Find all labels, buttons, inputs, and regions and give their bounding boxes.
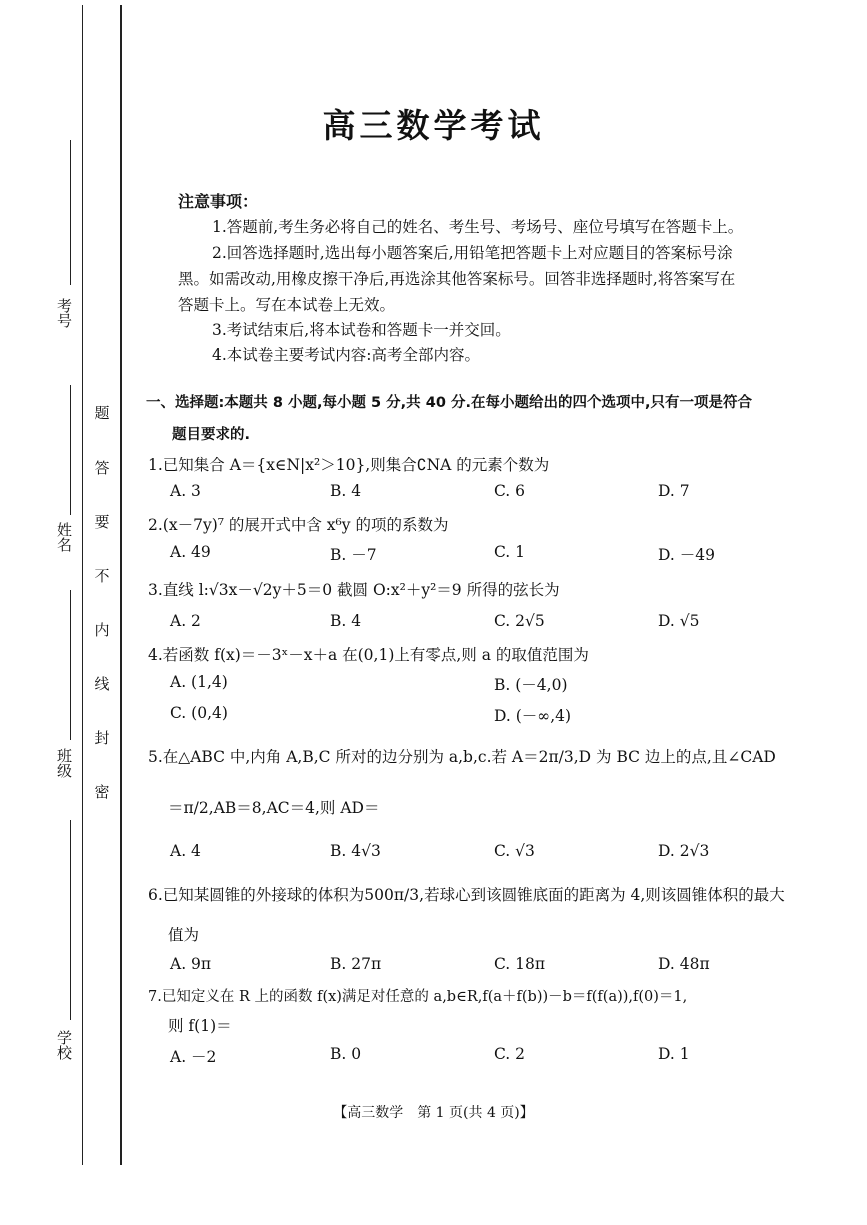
option-c: C. √3 (494, 842, 535, 860)
question-stem: 6.已知某圆锥的外接球的体积为500π/3,若球心到该圆锥底面的距离为 4,则该圆锥体积的最大 (148, 886, 785, 904)
seal-char: 不 (94, 567, 110, 585)
option-d: D. 48π (658, 955, 710, 973)
option-c: C. 2 (494, 1045, 526, 1063)
option-a: A. (1,4) (170, 673, 228, 691)
banji-label: 班级 (55, 748, 73, 778)
kaohao-underline (70, 140, 71, 285)
question-stem-cont: ＝π/2,AB＝8,AC＝4,则 AD＝ (168, 799, 380, 817)
page-footer: 【高三数学 第 1 页(共 4 页)】 (333, 1105, 534, 1121)
binding-line-outer (82, 5, 83, 1165)
option-c: C. 1 (494, 543, 526, 561)
note-line: 黑。如需改动,用橡皮擦干净后,再选涂其他答案标号。回答非选择题时,将答案写在 (178, 270, 736, 288)
xingming-label: 姓名 (55, 522, 73, 552)
question-stem: 5.在△ABC 中,内角 A,B,C 所对的边分别为 a,b,c.若 A＝2π/3,D 为 BC 边上的点,且∠CAD (148, 748, 776, 766)
option-a: A. 49 (170, 543, 211, 561)
note-line: 2.回答选择题时,选出每小题答案后,用铅笔把答题卡上对应题目的答案标号涂 (212, 244, 733, 262)
option-d: D. √5 (658, 612, 700, 630)
option-c: C. (0,4) (170, 704, 228, 722)
option-b: B. (－4,0) (494, 676, 568, 694)
option-b: B. 4 (330, 612, 362, 630)
option-c: C. 6 (494, 482, 526, 500)
option-b: B. 27π (330, 955, 382, 973)
seal-char: 题 (94, 404, 110, 422)
option-b: B. 4 (330, 482, 362, 500)
option-a: A. 9π (170, 955, 212, 973)
question-stem: 1.已知集合 A＝{x∈N|x²＞10},则集合∁NA 的元素个数为 (148, 456, 550, 474)
kaohao-label: 考号 (55, 298, 73, 328)
note-line: 3.考试结束后,将本试卷和答题卡一并交回。 (212, 321, 511, 339)
note-line: 4.本试卷主要考试内容:高考全部内容。 (212, 346, 481, 364)
banji-underline (70, 590, 71, 740)
option-a: A. 4 (170, 842, 201, 860)
option-a: A. －2 (170, 1048, 217, 1066)
xuexiao-underline (70, 820, 71, 1020)
question-stem: 3.直线 l:√3x－√2y＋5＝0 截圆 O:x²＋y²＝9 所得的弦长为 (148, 581, 560, 599)
seal-char: 内 (94, 621, 110, 639)
option-c: C. 18π (494, 955, 546, 973)
option-d: D. 1 (658, 1045, 690, 1063)
question-stem: 7.已知定义在 R 上的函数 f(x)满足对任意的 a,b∈R,f(a＋f(b))－b＝f(f(a)),f(0)＝1, (148, 989, 688, 1005)
seal-char: 答 (94, 459, 110, 477)
binding-line-inner (120, 5, 122, 1165)
section-header-cont: 题目要求的. (172, 427, 251, 443)
question-stem: 4.若函数 f(x)＝－3ˣ－x＋a 在(0,1)上有零点,则 a 的取值范围为 (148, 646, 589, 664)
note-line: 1.答题前,考生务必将自己的姓名、考生号、考场号、座位号填写在答题卡上。 (212, 218, 744, 236)
note-line: 答题卡上。写在本试卷上无效。 (178, 296, 396, 314)
option-a: A. 2 (170, 612, 201, 630)
section-header: 一、选择题:本题共 8 小题,每小题 5 分,共 40 分.在每小题给出的四个选项中,只有一项是符合 (146, 395, 752, 411)
option-d: D. 7 (658, 482, 690, 500)
option-a: A. 3 (170, 482, 201, 500)
page-title: 高三数学考试 (322, 106, 545, 145)
notes-heading: 注意事项： (178, 192, 259, 211)
question-stem: 2.(x－7y)⁷ 的展开式中含 x⁶y 的项的系数为 (148, 516, 449, 534)
option-b: B. 0 (330, 1045, 362, 1063)
xingming-underline (70, 385, 71, 515)
seal-char: 封 (94, 729, 110, 747)
xuexiao-label: 学校 (55, 1030, 73, 1060)
option-b: B. 4√3 (330, 842, 381, 860)
option-d: D. (－∞,4) (494, 707, 572, 725)
seal-char: 要 (94, 513, 110, 531)
option-d: D. －49 (658, 546, 715, 564)
seal-char: 线 (94, 675, 110, 693)
option-b: B. －7 (330, 546, 377, 564)
question-stem-cont: 则 f(1)＝ (168, 1017, 232, 1035)
question-stem-cont: 值为 (168, 926, 200, 944)
option-d: D. 2√3 (658, 842, 710, 860)
seal-char: 密 (94, 783, 110, 801)
option-c: C. 2√5 (494, 612, 545, 630)
